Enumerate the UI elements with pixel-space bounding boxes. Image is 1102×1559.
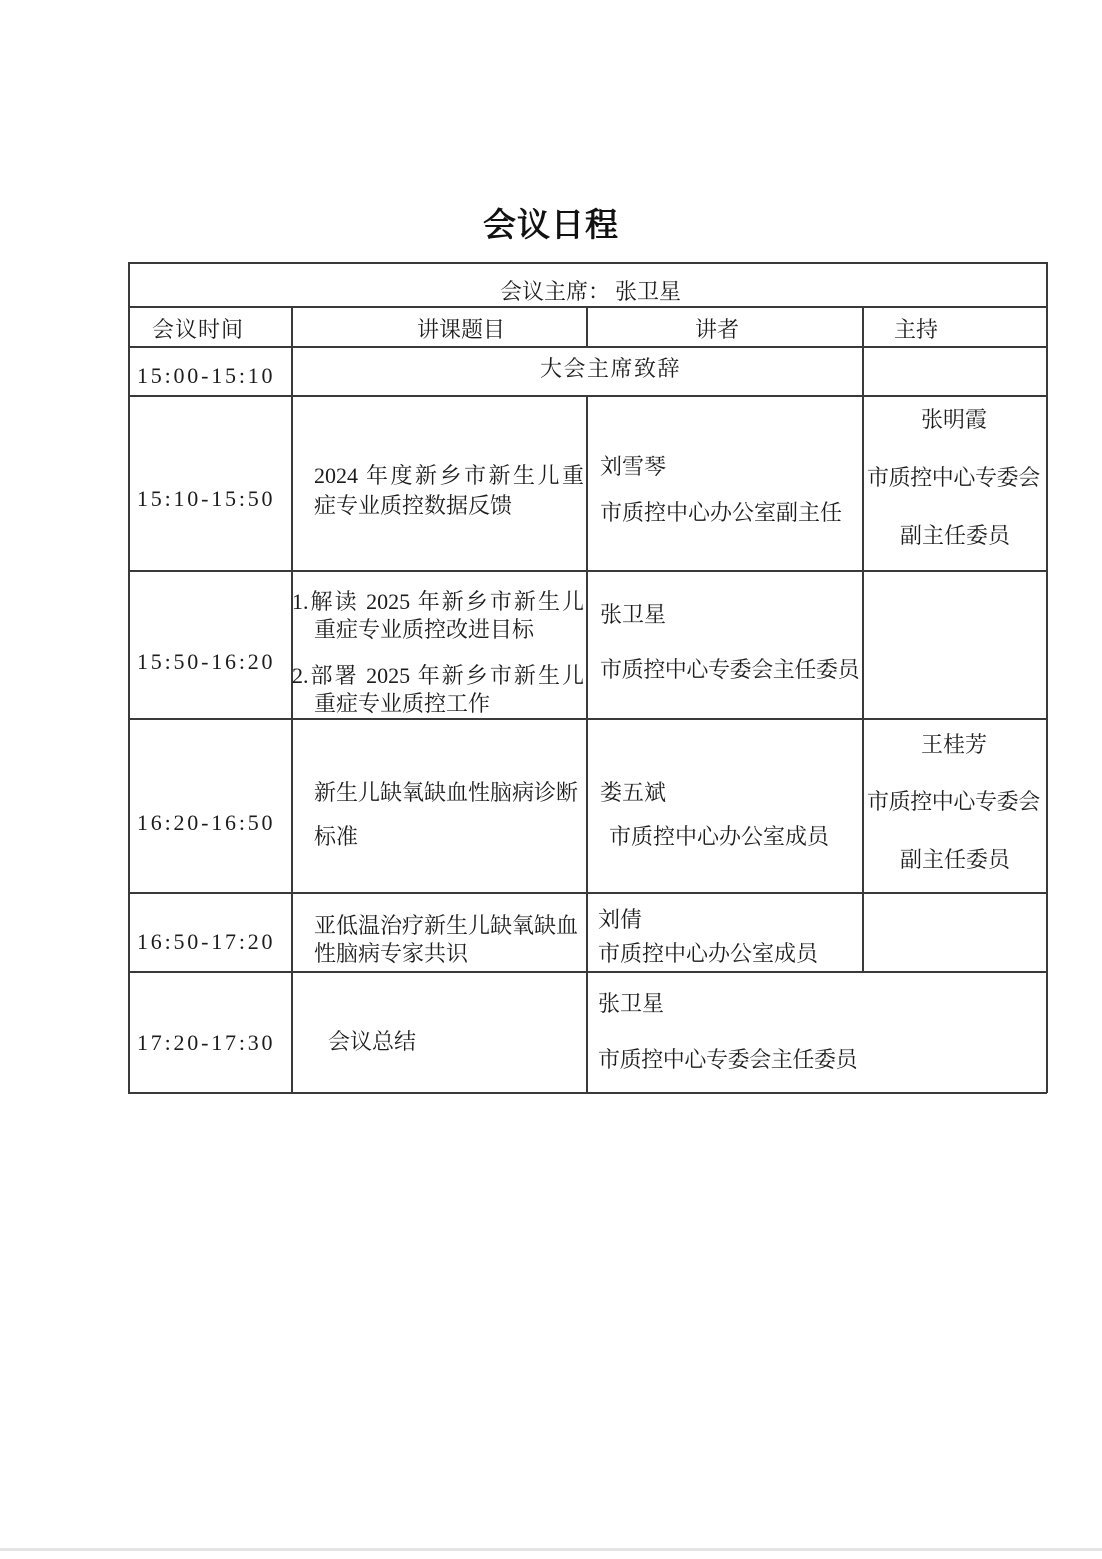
row-divider-header (128, 346, 1047, 348)
host-title-line: 副主任委员 (900, 523, 1011, 548)
session-time: 16:50-17:20 (137, 929, 276, 954)
header-topic: 讲课题目 (417, 317, 506, 342)
session-topic-item-line: 重症专业质控改进目标 (314, 617, 535, 642)
speaker-name: 刘倩 (598, 907, 643, 932)
speaker-name: 张卫星 (600, 602, 667, 627)
session-topic-item-line: 2.部署 2025 年新乡市新生儿 (292, 663, 584, 688)
table-border-bottom (128, 1092, 1047, 1094)
table-border-top (128, 262, 1047, 264)
column-divider-topic (586, 395, 588, 1093)
session-time: 15:10-15:50 (137, 486, 276, 511)
session-topic-line: 性脑病专家共识 (314, 941, 469, 966)
row-divider-3 (128, 718, 1047, 720)
session-time: 15:50-16:20 (137, 649, 276, 674)
row-divider-2 (128, 570, 1047, 572)
session-topic: 会议总结 (328, 1029, 417, 1054)
column-divider-time (291, 306, 293, 1093)
speaker-name: 娄五斌 (600, 780, 667, 805)
session-topic-item-line: 1.解读 2025 年新乡市新生儿 (292, 589, 584, 614)
row-divider-4 (128, 892, 1047, 894)
speaker-title: 市质控中心办公室副主任 (600, 500, 843, 525)
speaker-title: 市质控中心办公室成员 (598, 941, 819, 966)
column-divider-speaker (862, 306, 864, 972)
row-divider-1 (128, 395, 1047, 397)
chair-name: 张卫星 (615, 279, 682, 304)
host-title-line: 市质控中心专委会 (867, 465, 1040, 490)
page-title: 会议日程 (483, 206, 619, 243)
session-topic: 大会主席致辞 (540, 356, 682, 381)
speaker-name: 张卫星 (598, 991, 665, 1016)
session-topic-line: 亚低温治疗新生儿缺氧缺血 (314, 913, 579, 938)
column-divider-topic-header (586, 306, 588, 347)
row-divider-chair (128, 306, 1047, 308)
session-topic-line: 2024 年度新乡市新生儿重 (314, 463, 584, 488)
session-time: 15:00-15:10 (137, 363, 276, 388)
host-name: 张明霞 (921, 407, 988, 432)
speaker-title: 市质控中心专委会主任委员 (600, 657, 860, 682)
header-host: 主持 (894, 317, 939, 342)
speaker-title: 市质控中心办公室成员 (609, 824, 830, 849)
host-title-line: 副主任委员 (900, 847, 1011, 872)
row-divider-5 (128, 971, 1047, 973)
session-topic-item-line: 重症专业质控工作 (314, 691, 491, 716)
session-topic-line: 标准 (314, 824, 359, 849)
scan-edge-line (0, 1548, 1102, 1551)
speaker-name: 刘雪琴 (600, 454, 667, 479)
session-topic-line: 新生儿缺氧缺血性脑病诊断 (314, 780, 579, 805)
chair-label: 会议主席： (500, 279, 611, 304)
header-speaker: 讲者 (695, 317, 740, 342)
session-time: 16:20-16:50 (137, 810, 276, 835)
header-time: 会议时间 (152, 317, 245, 342)
table-border-right (1046, 262, 1048, 1093)
host-title-line: 市质控中心专委会 (867, 789, 1040, 814)
host-name: 王桂芳 (921, 732, 988, 757)
session-time: 17:20-17:30 (137, 1030, 276, 1055)
speaker-title: 市质控中心专委会主任委员 (598, 1047, 858, 1072)
session-topic-line: 症专业质控数据反馈 (314, 493, 513, 518)
table-border-left (128, 262, 130, 1093)
